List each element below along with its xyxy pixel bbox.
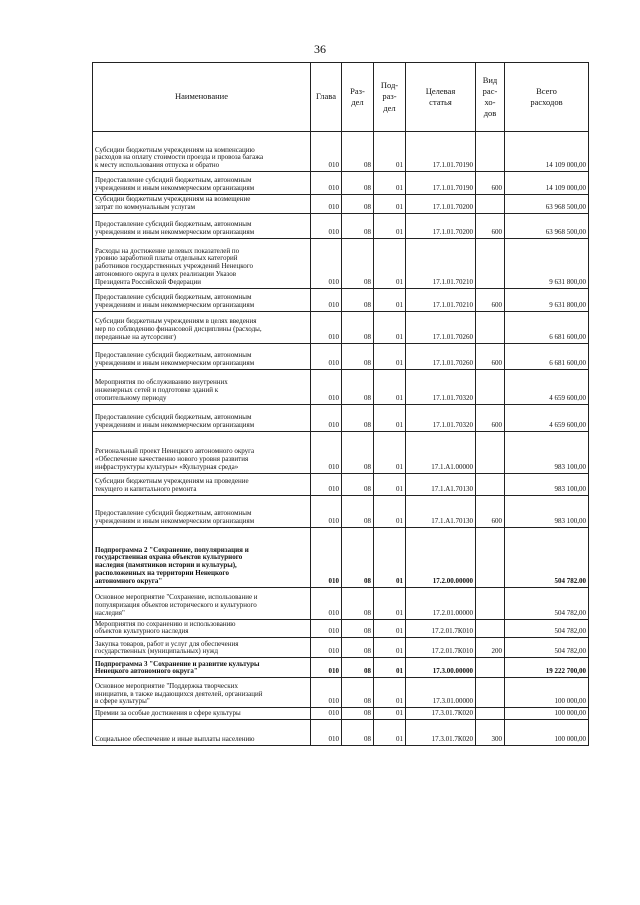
row-tselevaya: 17.3.00.00000 (406, 658, 476, 678)
row-name: Субсидии бюджетным учреждениям на проведение текущего и капитального ремонта (93, 473, 311, 495)
row-tselevaya: 17.1.01.70210 (406, 238, 476, 288)
row-vsego: 19 222 700,00 (505, 658, 589, 678)
row-glava: 010 (311, 619, 342, 638)
row-razdel: 08 (342, 172, 374, 195)
page-number: 36 (314, 42, 326, 56)
row-vsego: 504 782,00 (505, 587, 589, 619)
table-row (93, 238, 589, 288)
table-row (93, 619, 589, 638)
row-podrazdel: 01 (374, 213, 406, 238)
row-glava: 010 (311, 369, 342, 404)
row-tselevaya: 17.2.01.7К010 (406, 638, 476, 658)
row-tselevaya: 17.1.A1.00000 (406, 431, 476, 473)
row-name: Субсидии бюджетным учреждениям в целях введения мер по соблюдению финансовой дисциплины (расходы, переданные на аутсорсинг) (93, 311, 311, 343)
table-row (93, 431, 589, 473)
row-vsego: 504 782.00 (505, 527, 589, 587)
row-vsego: 9 631 800,00 (505, 288, 589, 311)
row-podrazdel: 01 (374, 238, 406, 288)
row-vsego: 14 109 000,00 (505, 132, 589, 172)
row-name: Расходы на достижение целевых показателей по уровню заработной платы отдельных категорий работников государственных учреждений Ненецкого автономного округа в целях реализации Указов Президента Российской Федерации (93, 238, 311, 288)
header-razdel: Раз- дел (342, 63, 374, 132)
row-razdel: 08 (342, 638, 374, 658)
row-razdel: 08 (342, 587, 374, 619)
row-tselevaya: 17.1.01.70200 (406, 213, 476, 238)
row-name: Предоставление субсидий бюджетным, автономным учреждениям и иным некоммерческим организациям (93, 172, 311, 195)
row-glava: 010 (311, 195, 342, 214)
row-vid: 600 (476, 343, 505, 369)
row-podrazdel: 01 (374, 172, 406, 195)
row-podrazdel: 01 (374, 527, 406, 587)
row-name: Предоставление субсидий бюджетным, автономным учреждениям и иным некоммерческим организациям (93, 288, 311, 311)
row-podrazdel: 01 (374, 311, 406, 343)
row-glava: 010 (311, 527, 342, 587)
table-row (93, 720, 589, 746)
row-vsego: 983 100,00 (505, 431, 589, 473)
row-tselevaya: 17.1.01.70210 (406, 288, 476, 311)
row-podrazdel: 01 (374, 708, 406, 720)
row-name: Социальное обеспечение и иные выплаты населению (93, 720, 311, 746)
row-glava: 010 (311, 343, 342, 369)
row-vsego: 983 100,00 (505, 495, 589, 527)
row-vsego: 100 000,00 (505, 708, 589, 720)
row-tselevaya: 17.1.A1.70130 (406, 473, 476, 495)
row-tselevaya: 17.1.01.70260 (406, 311, 476, 343)
row-glava: 010 (311, 431, 342, 473)
row-vid (476, 369, 505, 404)
row-vid (476, 473, 505, 495)
row-vid: 300 (476, 720, 505, 746)
table-row (93, 678, 589, 708)
row-vsego: 100 000,00 (505, 720, 589, 746)
row-vid: 600 (476, 172, 505, 195)
row-razdel: 08 (342, 213, 374, 238)
row-podrazdel: 01 (374, 369, 406, 404)
row-razdel: 08 (342, 658, 374, 678)
row-vid: 600 (476, 404, 505, 431)
row-name: Мероприятия по сохранению и использованию объектов культурного наследия (93, 619, 311, 638)
row-podrazdel: 01 (374, 132, 406, 172)
row-glava: 010 (311, 213, 342, 238)
row-tselevaya: 17.1.01.70190 (406, 132, 476, 172)
row-podrazdel: 01 (374, 678, 406, 708)
row-podrazdel: 01 (374, 431, 406, 473)
header-glava: Глава (311, 63, 342, 132)
row-podrazdel: 01 (374, 619, 406, 638)
row-glava: 010 (311, 288, 342, 311)
row-tselevaya: 17.1.01.70320 (406, 369, 476, 404)
row-podrazdel: 01 (374, 720, 406, 746)
row-tselevaya: 17.1.01.70260 (406, 343, 476, 369)
row-glava: 010 (311, 311, 342, 343)
row-razdel: 08 (342, 343, 374, 369)
row-vsego: 6 681 600,00 (505, 311, 589, 343)
row-vid (476, 619, 505, 638)
row-razdel: 08 (342, 369, 374, 404)
row-razdel: 08 (342, 288, 374, 311)
table-row (93, 527, 589, 587)
row-razdel: 08 (342, 495, 374, 527)
row-glava: 010 (311, 638, 342, 658)
row-tselevaya: 17.3.01.00000 (406, 678, 476, 708)
row-name: Подпрограмма 2 "Сохранение, популяризация и государственная охрана объектов культурного наследия (памятников истории и культуры), расположенных на территории Ненецкого автономного округа" (93, 527, 311, 587)
table-row (93, 473, 589, 495)
row-vid (476, 708, 505, 720)
table-row (93, 132, 589, 172)
table-row (93, 369, 589, 404)
table-row (93, 343, 589, 369)
row-podrazdel: 01 (374, 288, 406, 311)
row-vid: 200 (476, 638, 505, 658)
row-name: Предоставление субсидий бюджетным, автономным учреждениям и иным некоммерческим организациям (93, 213, 311, 238)
row-vid (476, 678, 505, 708)
row-razdel: 08 (342, 473, 374, 495)
row-vid (476, 132, 505, 172)
row-vsego: 4 659 600,00 (505, 369, 589, 404)
row-vid (476, 658, 505, 678)
row-razdel: 08 (342, 619, 374, 638)
row-podrazdel: 01 (374, 495, 406, 527)
row-vid: 600 (476, 495, 505, 527)
row-name: Основное мероприятие "Поддержка творческих инициатив, в также выдающихся деятелей, организаций в сфере культуры" (93, 678, 311, 708)
row-glava: 010 (311, 473, 342, 495)
row-vsego: 63 968 500,00 (505, 213, 589, 238)
header-name: Наименование (93, 63, 311, 132)
row-vid: 600 (476, 213, 505, 238)
row-vid (476, 431, 505, 473)
row-name: Основное мероприятие "Сохранение, использование и популяризация объектов исторического и культурного наследия" (93, 587, 311, 619)
table-row (93, 311, 589, 343)
row-podrazdel: 01 (374, 638, 406, 658)
row-vsego: 983 100,00 (505, 473, 589, 495)
row-glava: 010 (311, 404, 342, 431)
row-tselevaya: 17.1.01.70190 (406, 172, 476, 195)
row-tselevaya: 17.3.01.7К020 (406, 708, 476, 720)
row-vid (476, 527, 505, 587)
table-row (93, 708, 589, 720)
row-name: Субсидии бюджетным учреждениям на возмещение затрат по коммунальным услугам (93, 195, 311, 214)
row-vsego: 4 659 600,00 (505, 404, 589, 431)
row-tselevaya: 17.2.00.00000 (406, 527, 476, 587)
row-name: Предоставление субсидий бюджетным, автономным учреждениям и иным некоммерческим организациям (93, 404, 311, 431)
row-vid (476, 195, 505, 214)
row-podrazdel: 01 (374, 473, 406, 495)
row-podrazdel: 01 (374, 587, 406, 619)
row-tselevaya: 17.1.01.70200 (406, 195, 476, 214)
row-razdel: 08 (342, 132, 374, 172)
row-razdel: 08 (342, 195, 374, 214)
row-name: Мероприятия по обслуживанию внутренних инженерных сетей и подготовке зданий к отопительному периоду (93, 369, 311, 404)
row-tselevaya: 17.3.01.7К020 (406, 720, 476, 746)
row-vsego: 6 681 600,00 (505, 343, 589, 369)
row-razdel: 08 (342, 708, 374, 720)
row-razdel: 08 (342, 311, 374, 343)
table-row (93, 495, 589, 527)
table-body (93, 132, 589, 746)
row-podrazdel: 01 (374, 195, 406, 214)
row-glava: 010 (311, 238, 342, 288)
row-glava: 010 (311, 658, 342, 678)
row-name: Подпрограмма 3 "Сохранение и развитие культуры Ненецкого автономного округа" (93, 658, 311, 678)
row-glava: 010 (311, 708, 342, 720)
row-razdel: 08 (342, 527, 374, 587)
header-vid: Вид рас- хо- дов (476, 63, 505, 132)
row-vsego: 9 631 800,00 (505, 238, 589, 288)
row-tselevaya: 17.2.01.7К010 (406, 619, 476, 638)
row-glava: 010 (311, 678, 342, 708)
row-glava: 010 (311, 132, 342, 172)
row-razdel: 08 (342, 431, 374, 473)
table-row (93, 213, 589, 238)
header-tselevaya: Целевая статья (406, 63, 476, 132)
row-vid (476, 587, 505, 619)
row-name: Премии за особые достижения в сфере культуры (93, 708, 311, 720)
row-vsego: 504 782,00 (505, 638, 589, 658)
row-razdel: 08 (342, 238, 374, 288)
row-glava: 010 (311, 495, 342, 527)
row-name: Предоставление субсидий бюджетным, автономным учреждениям и иным некоммерческим организациям (93, 495, 311, 527)
row-razdel: 08 (342, 720, 374, 746)
header-podrazdel: Под- раз- дел (374, 63, 406, 132)
row-podrazdel: 01 (374, 658, 406, 678)
row-name: Субсидии бюджетным учреждениям на компенсацию расходов на оплату стоимости проезда и провоза багажа к месту использования отпуска и обратно (93, 132, 311, 172)
row-podrazdel: 01 (374, 404, 406, 431)
table-row (93, 658, 589, 678)
table-row (93, 195, 589, 214)
row-vsego: 100 000,00 (505, 678, 589, 708)
table-row (93, 587, 589, 619)
row-name: Закупка товаров, работ и услуг для обеспечения государственных (муниципальных) нужд (93, 638, 311, 658)
row-glava: 010 (311, 587, 342, 619)
table-row (93, 404, 589, 431)
row-podrazdel: 01 (374, 343, 406, 369)
row-tselevaya: 17.1.01.70320 (406, 404, 476, 431)
row-vsego: 504 782,00 (505, 619, 589, 638)
row-vid (476, 311, 505, 343)
row-vsego: 63 968 500,00 (505, 195, 589, 214)
table-row (93, 172, 589, 195)
table-row (93, 288, 589, 311)
row-vsego: 14 109 000,00 (505, 172, 589, 195)
row-razdel: 08 (342, 404, 374, 431)
budget-table (92, 62, 589, 746)
row-tselevaya: 17.1.A1.70130 (406, 495, 476, 527)
row-name: Региональный проект Ненецкого автономного округа «Обеспечение качественно нового уровня развития инфраструктуры культуры» «Культурная среда» (93, 431, 311, 473)
row-glava: 010 (311, 720, 342, 746)
row-razdel: 08 (342, 678, 374, 708)
row-vid (476, 238, 505, 288)
table-header-row (93, 63, 589, 132)
row-tselevaya: 17.2.01.00000 (406, 587, 476, 619)
row-name: Предоставление субсидий бюджетным, автономным учреждениям и иным некоммерческим организациям (93, 343, 311, 369)
row-glava: 010 (311, 172, 342, 195)
table-row (93, 638, 589, 658)
header-vsego: Всего расходов (505, 63, 589, 132)
row-vid: 600 (476, 288, 505, 311)
